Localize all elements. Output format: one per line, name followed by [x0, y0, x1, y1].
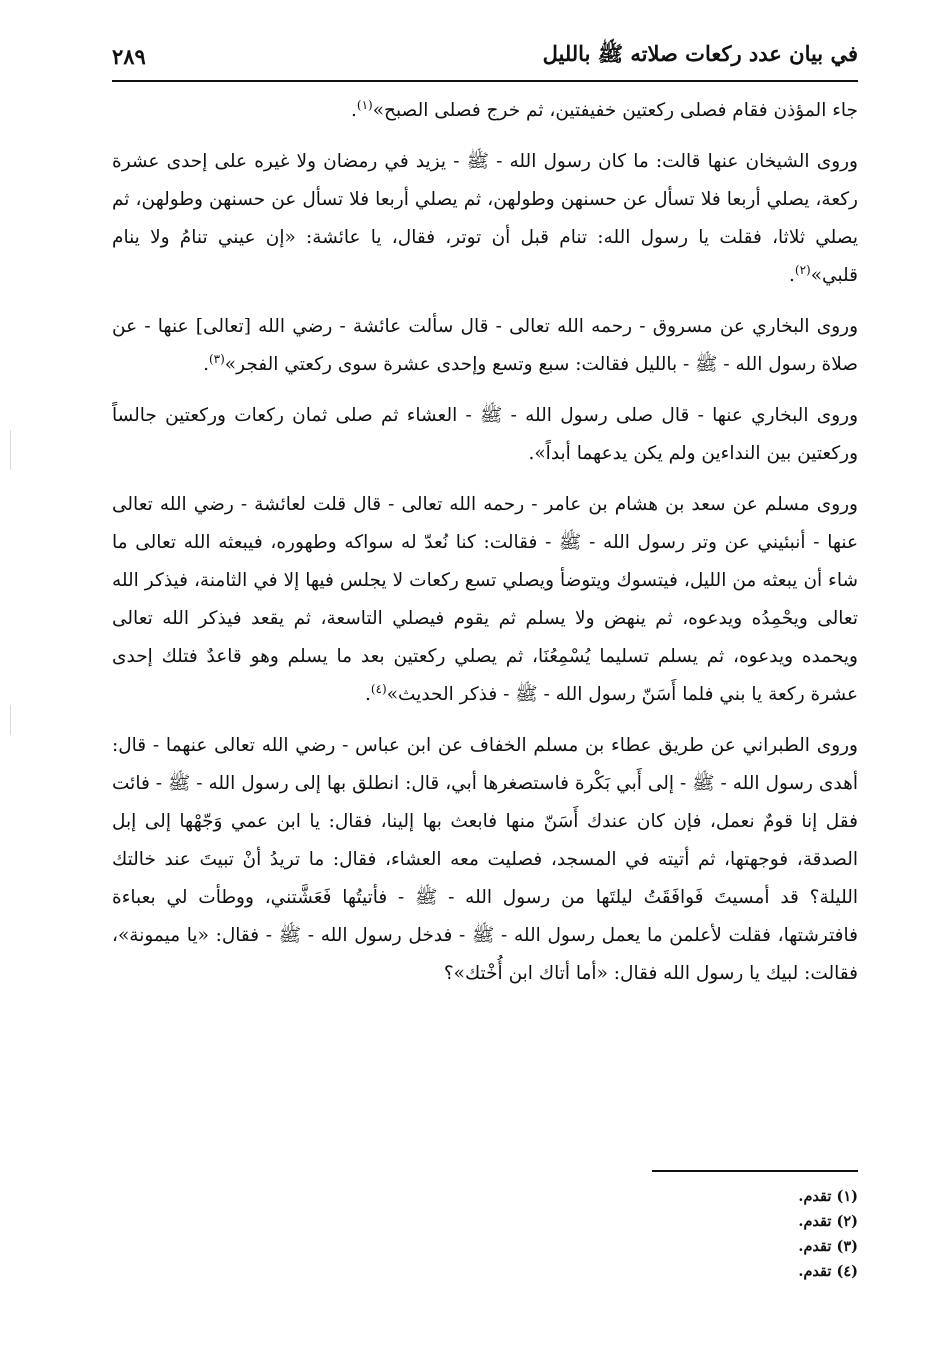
scan-margin-mark — [10, 705, 11, 735]
paragraph-text: وروى البخاري عنها - قال صلى رسول الله - ﷺ - العشاء ثم صلى ثمان ركعات وركعتين جالساً وركعتين بين النداءين ولم يكن يدعهما أبداً». — [112, 405, 858, 464]
footnote-ref: (٢) — [794, 262, 811, 277]
footnote-ref: (٤) — [370, 681, 387, 696]
paragraph-text: وروى مسلم عن سعد بن هشام بن عامر - رحمه الله تعالى - قال قلت لعائشة - رضي الله تعالى عنها - أنبئيني عن وتر رسول الله - ﷺ - فقالت: كنا نُعدّ له سواكه وطهوره، فيبعثه الله تعالى ما شاء أن يبعثه من الليل، فيتسوك ويتوضأ ويصلي تسع ركعات لا يجلس فيها إلا في الثامنة، فيذكر الله تعالى ويحْمِدُه ويدعوه، ثم ينهض ولا يسلم ثم يقوم فيصلي التاسعة، ثم يقعد فيذكر الله تعالى ويحمده ويدعوه، ثم يسلم تسليما يُسْمِعُنَا، ثم يصلي ركعتين بعد ما يسلم وهو قاعدٌ فتلك إحدى عشرة ركعة يا بني فلما أَسَنّ رسول الله - ﷺ - فذكر الحديث» — [112, 494, 858, 705]
footnote: (٣) تقدم. — [798, 1238, 858, 1255]
page-header — [112, 34, 858, 78]
paragraph — [112, 397, 858, 473]
paragraph — [112, 308, 858, 384]
paragraph — [112, 727, 858, 993]
paragraph-text: وروى البخاري عن مسروق - رحمه الله تعالى - قال سألت عائشة - رضي الله [تعالى] عنها - عن صلاة رسول الله - ﷺ - بالليل فقالت: سبع وتسع وإحدى عشرة سوى ركعتي الفجر» — [112, 316, 858, 375]
paragraph-end: . — [203, 354, 209, 375]
footnote: (٢) تقدم. — [798, 1213, 858, 1230]
page-number: ٢٨٩ — [112, 43, 146, 69]
paragraph-text: وروى الطبراني عن طريق عطاء بن مسلم الخفاف عن ابن عباس - رضي الله تعالى عنهما - قال: أهدى رسول الله - ﷺ - إلى أَبي بَكْرة فاستصغرها أبي، قال: انطلق بها إلى رسول الله - ﷺ - فائت فقل إنا قومٌ نعمل، فإن كان عندك أَسَنّ منها فابعث بها إلينا، فقال: يا ابن عمي وَجّهْها إلى إبل الصدقة، فوجهتها، ثم أتيته في المسجد، فصليت معه العشاء، فقال: ما تريدُ أنْ تبيتَ عند خالتك الليلة؟ قد أمسيتَ فَوافَقَتُ ليلتَها من رسول الله - ﷺ - فأتيتُها فَعَشَّتني، ووطأت لي بعباءة فافترشتها، فقلت لأعلمن ما يعمل رسول الله - ﷺ - فدخل رسول الله - ﷺ - فقال: «يا ميمونة»، فقالت: لبيك يا رسول الله فقال: «أما أتاك ابن أُخْتك»؟ — [112, 735, 858, 984]
footnote: (١) تقدم. — [798, 1188, 858, 1205]
running-title: في بيان عدد ركعات صلاته ﷺ بالليل — [542, 40, 858, 66]
footnote-ref: (١) — [356, 97, 373, 112]
paragraph-text: جاء المؤذن فقام فصلى ركعتين خفيفتين، ثم خرج فصلى الصبح» — [372, 100, 858, 121]
paragraph-end: . — [350, 100, 357, 121]
paragraph-text: وروى الشيخان عنها قالت: ما كان رسول الله - ﷺ - يزيد في رمضان ولا غيره على إحدى عشرة ركعة، يصلي أربعا فلا تسأل عن حسنهن وطولهن، ثم يصلي أربعا فلا تسأل عن حسنهن وطولهن، ثم يصلي ثلاثا، فقلت يا رسول الله: تنام قبل أن توتر، فقال، يا عائشة: «إن عيني تنامُ ولا ينام قلبي» — [112, 151, 858, 286]
scan-margin-mark — [10, 430, 11, 470]
paragraph — [112, 92, 858, 130]
paragraph — [112, 143, 858, 295]
footnotes — [112, 1184, 858, 1284]
footnote: (٤) تقدم. — [798, 1263, 858, 1280]
body-text — [112, 92, 858, 1006]
paragraph-end: . — [364, 684, 371, 705]
footnote-separator — [652, 1170, 858, 1172]
paragraph-end: . — [788, 265, 795, 286]
footnote-ref: (٣) — [208, 351, 225, 366]
header-rule — [112, 80, 858, 82]
paragraph — [112, 486, 858, 714]
